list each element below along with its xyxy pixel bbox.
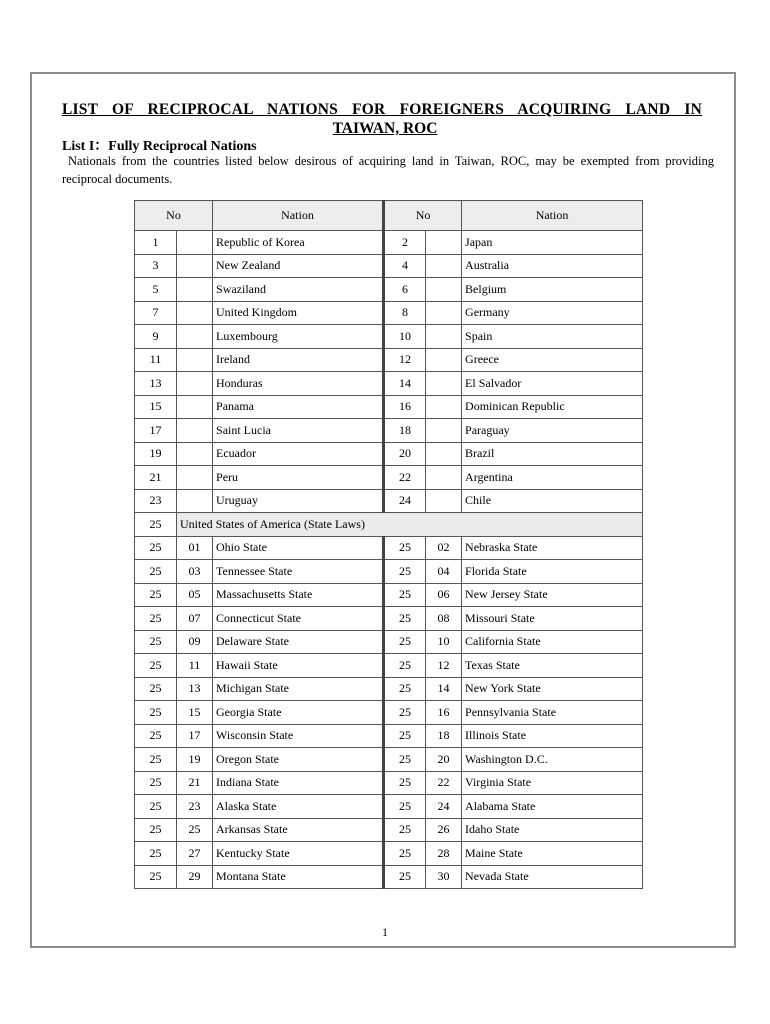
- page-number: 1: [382, 925, 388, 939]
- state-name: Wisconsin State: [213, 724, 384, 748]
- row-number: 25: [384, 795, 426, 819]
- table-row: [135, 583, 643, 607]
- table-header-row: [135, 201, 643, 231]
- state-name: Oregon State: [213, 748, 384, 772]
- nation-name: Greece: [462, 348, 643, 372]
- row-number: 22: [384, 466, 426, 490]
- row-number: 10: [384, 325, 426, 349]
- state-name: Missouri State: [462, 607, 643, 631]
- sub-number: 17: [177, 724, 213, 748]
- sub-number: [426, 442, 462, 466]
- sub-number: [177, 395, 213, 419]
- header-nation: Nation: [462, 201, 643, 231]
- nation-name: United Kingdom: [213, 301, 384, 325]
- sub-number: 23: [177, 795, 213, 819]
- sub-number: 09: [177, 630, 213, 654]
- row-number: 25: [384, 536, 426, 560]
- row-number: 25: [135, 536, 177, 560]
- sub-number: [426, 372, 462, 396]
- row-number: 25: [384, 654, 426, 678]
- sub-number: 06: [426, 583, 462, 607]
- row-number: 21: [135, 466, 177, 490]
- row-number: 11: [135, 348, 177, 372]
- row-number: 25: [384, 724, 426, 748]
- sub-number: 24: [426, 795, 462, 819]
- nation-name: El Salvador: [462, 372, 643, 396]
- sub-number: 02: [426, 536, 462, 560]
- state-name: New York State: [462, 677, 643, 701]
- state-name: Indiana State: [213, 771, 384, 795]
- state-name: Georgia State: [213, 701, 384, 725]
- usa-label: United States of America (State Laws): [177, 513, 643, 537]
- state-name: Nevada State: [462, 865, 643, 889]
- row-number: 12: [384, 348, 426, 372]
- row-number: 8: [384, 301, 426, 325]
- state-name: Connecticut State: [213, 607, 384, 631]
- nation-name: Paraguay: [462, 419, 643, 443]
- row-number: 25: [384, 771, 426, 795]
- state-name: Maine State: [462, 842, 643, 866]
- table-row: [135, 865, 643, 889]
- nation-name: Ecuador: [213, 442, 384, 466]
- row-number: 25: [384, 748, 426, 772]
- table-row: [135, 419, 643, 443]
- sub-number: 10: [426, 630, 462, 654]
- state-name: Florida State: [462, 560, 643, 584]
- row-number: 25: [384, 701, 426, 725]
- nation-name: Japan: [462, 231, 643, 255]
- state-name: Virginia State: [462, 771, 643, 795]
- sub-number: 20: [426, 748, 462, 772]
- nation-name: Saint Lucia: [213, 419, 384, 443]
- row-number: 4: [384, 254, 426, 278]
- sub-number: [426, 395, 462, 419]
- state-name: Massachusetts State: [213, 583, 384, 607]
- sub-number: [177, 442, 213, 466]
- row-number: 20: [384, 442, 426, 466]
- state-name: Alaska State: [213, 795, 384, 819]
- state-name: Hawaii State: [213, 654, 384, 678]
- sub-number: [177, 419, 213, 443]
- table-row: [135, 325, 643, 349]
- row-number: 14: [384, 372, 426, 396]
- nation-name: Chile: [462, 489, 643, 513]
- sub-number: [177, 466, 213, 490]
- row-number: 25: [135, 654, 177, 678]
- header-no: No: [135, 201, 213, 231]
- state-name: Texas State: [462, 654, 643, 678]
- state-name: California State: [462, 630, 643, 654]
- sub-number: [426, 325, 462, 349]
- nation-name: Spain: [462, 325, 643, 349]
- usa-no: 25: [135, 513, 177, 537]
- row-number: 9: [135, 325, 177, 349]
- row-number: 25: [135, 865, 177, 889]
- sub-number: [177, 254, 213, 278]
- sub-number: [177, 325, 213, 349]
- nation-name: Ireland: [213, 348, 384, 372]
- state-name: Nebraska State: [462, 536, 643, 560]
- sub-number: [177, 278, 213, 302]
- state-name: Kentucky State: [213, 842, 384, 866]
- sub-number: 16: [426, 701, 462, 725]
- row-number: 25: [135, 560, 177, 584]
- row-number: 25: [135, 630, 177, 654]
- state-name: Arkansas State: [213, 818, 384, 842]
- row-number: 15: [135, 395, 177, 419]
- table-row: [135, 701, 643, 725]
- row-number: 25: [135, 701, 177, 725]
- sub-number: [426, 231, 462, 255]
- state-name: Illinois State: [462, 724, 643, 748]
- row-number: 1: [135, 231, 177, 255]
- table-row: [135, 395, 643, 419]
- sub-number: 11: [177, 654, 213, 678]
- nation-name: Brazil: [462, 442, 643, 466]
- state-name: Michigan State: [213, 677, 384, 701]
- sub-number: [177, 489, 213, 513]
- row-number: 25: [384, 818, 426, 842]
- state-name: Montana State: [213, 865, 384, 889]
- row-number: 25: [135, 771, 177, 795]
- nation-name: Luxembourg: [213, 325, 384, 349]
- table-row: [135, 254, 643, 278]
- row-number: 25: [135, 724, 177, 748]
- document-title: LIST OF RECIPROCAL NATIONS FOR FOREIGNERS ACQUIRING LAND IN: [62, 101, 702, 118]
- sub-number: 15: [177, 701, 213, 725]
- nation-name: Uruguay: [213, 489, 384, 513]
- row-number: 25: [135, 607, 177, 631]
- row-number: 16: [384, 395, 426, 419]
- row-number: 19: [135, 442, 177, 466]
- sub-number: [177, 348, 213, 372]
- row-number: 13: [135, 372, 177, 396]
- row-number: 25: [384, 630, 426, 654]
- sub-number: 22: [426, 771, 462, 795]
- table-row: [135, 771, 643, 795]
- row-number: 25: [384, 607, 426, 631]
- table-row: [135, 560, 643, 584]
- nation-name: Panama: [213, 395, 384, 419]
- state-name: Delaware State: [213, 630, 384, 654]
- table-row: [135, 231, 643, 255]
- row-number: 25: [384, 865, 426, 889]
- sub-number: [426, 278, 462, 302]
- row-number: 25: [384, 677, 426, 701]
- row-number: 24: [384, 489, 426, 513]
- sub-number: 26: [426, 818, 462, 842]
- table-row: [135, 818, 643, 842]
- nation-name: Belgium: [462, 278, 643, 302]
- state-name: Pennsylvania State: [462, 701, 643, 725]
- table-row: [135, 301, 643, 325]
- state-name: New Jersey State: [462, 583, 643, 607]
- table-row: [135, 372, 643, 396]
- row-number: 25: [384, 842, 426, 866]
- reciprocal-nations-table: [134, 200, 643, 889]
- row-number: 25: [384, 583, 426, 607]
- nation-name: Argentina: [462, 466, 643, 490]
- table-row: [135, 348, 643, 372]
- document-title-line2: TAIWAN, ROC: [332, 120, 438, 137]
- nation-name: New Zealand: [213, 254, 384, 278]
- row-number: 17: [135, 419, 177, 443]
- sub-number: 28: [426, 842, 462, 866]
- row-number: 25: [384, 560, 426, 584]
- table-row: [135, 842, 643, 866]
- row-number: 5: [135, 278, 177, 302]
- row-number: 25: [135, 818, 177, 842]
- nation-name: Peru: [213, 466, 384, 490]
- state-name: Alabama State: [462, 795, 643, 819]
- nation-name: Australia: [462, 254, 643, 278]
- sub-number: [426, 301, 462, 325]
- row-number: 2: [384, 231, 426, 255]
- header-no: No: [384, 201, 462, 231]
- sub-number: 01: [177, 536, 213, 560]
- sub-number: 19: [177, 748, 213, 772]
- table-row: [135, 630, 643, 654]
- row-number: 25: [135, 842, 177, 866]
- row-number: 6: [384, 278, 426, 302]
- intro-paragraph: Nationals from the countries listed below desirous of acquiring land in Taiwan, ROC, may be exempted from providing reciprocal documents.: [62, 154, 714, 186]
- state-name: Ohio State: [213, 536, 384, 560]
- sub-number: 30: [426, 865, 462, 889]
- sub-number: 27: [177, 842, 213, 866]
- sub-number: 05: [177, 583, 213, 607]
- sub-number: [426, 466, 462, 490]
- table-row: [135, 724, 643, 748]
- nation-name: Germany: [462, 301, 643, 325]
- nation-name: Dominican Republic: [462, 395, 643, 419]
- row-number: 7: [135, 301, 177, 325]
- table-row: [135, 466, 643, 490]
- table-row: [135, 442, 643, 466]
- state-name: Idaho State: [462, 818, 643, 842]
- header-nation: Nation: [213, 201, 384, 231]
- sub-number: [426, 489, 462, 513]
- sub-number: 25: [177, 818, 213, 842]
- table-row: [135, 795, 643, 819]
- nation-name: Republic of Korea: [213, 231, 384, 255]
- table-row: [135, 489, 643, 513]
- sub-number: [177, 372, 213, 396]
- sub-number: 12: [426, 654, 462, 678]
- sub-number: [426, 419, 462, 443]
- state-name: Tennessee State: [213, 560, 384, 584]
- list-subtitle: List I：Fully Reciprocal Nations: [62, 139, 257, 154]
- nation-name: Swaziland: [213, 278, 384, 302]
- table-row: [135, 536, 643, 560]
- state-name: Washington D.C.: [462, 748, 643, 772]
- table-row: [135, 677, 643, 701]
- sub-number: 18: [426, 724, 462, 748]
- sub-number: [426, 254, 462, 278]
- table-row: [135, 654, 643, 678]
- sub-number: 07: [177, 607, 213, 631]
- row-number: 25: [135, 677, 177, 701]
- nation-name: Honduras: [213, 372, 384, 396]
- sub-number: 04: [426, 560, 462, 584]
- sub-number: 14: [426, 677, 462, 701]
- row-number: 25: [135, 795, 177, 819]
- usa-row: [135, 513, 643, 537]
- sub-number: [177, 301, 213, 325]
- sub-number: 29: [177, 865, 213, 889]
- sub-number: 08: [426, 607, 462, 631]
- sub-number: [426, 348, 462, 372]
- table-row: [135, 748, 643, 772]
- row-number: 25: [135, 583, 177, 607]
- row-number: 18: [384, 419, 426, 443]
- row-number: 25: [135, 748, 177, 772]
- sub-number: 13: [177, 677, 213, 701]
- table-row: [135, 607, 643, 631]
- sub-number: [177, 231, 213, 255]
- row-number: 3: [135, 254, 177, 278]
- table-row: [135, 278, 643, 302]
- sub-number: 03: [177, 560, 213, 584]
- row-number: 23: [135, 489, 177, 513]
- sub-number: 21: [177, 771, 213, 795]
